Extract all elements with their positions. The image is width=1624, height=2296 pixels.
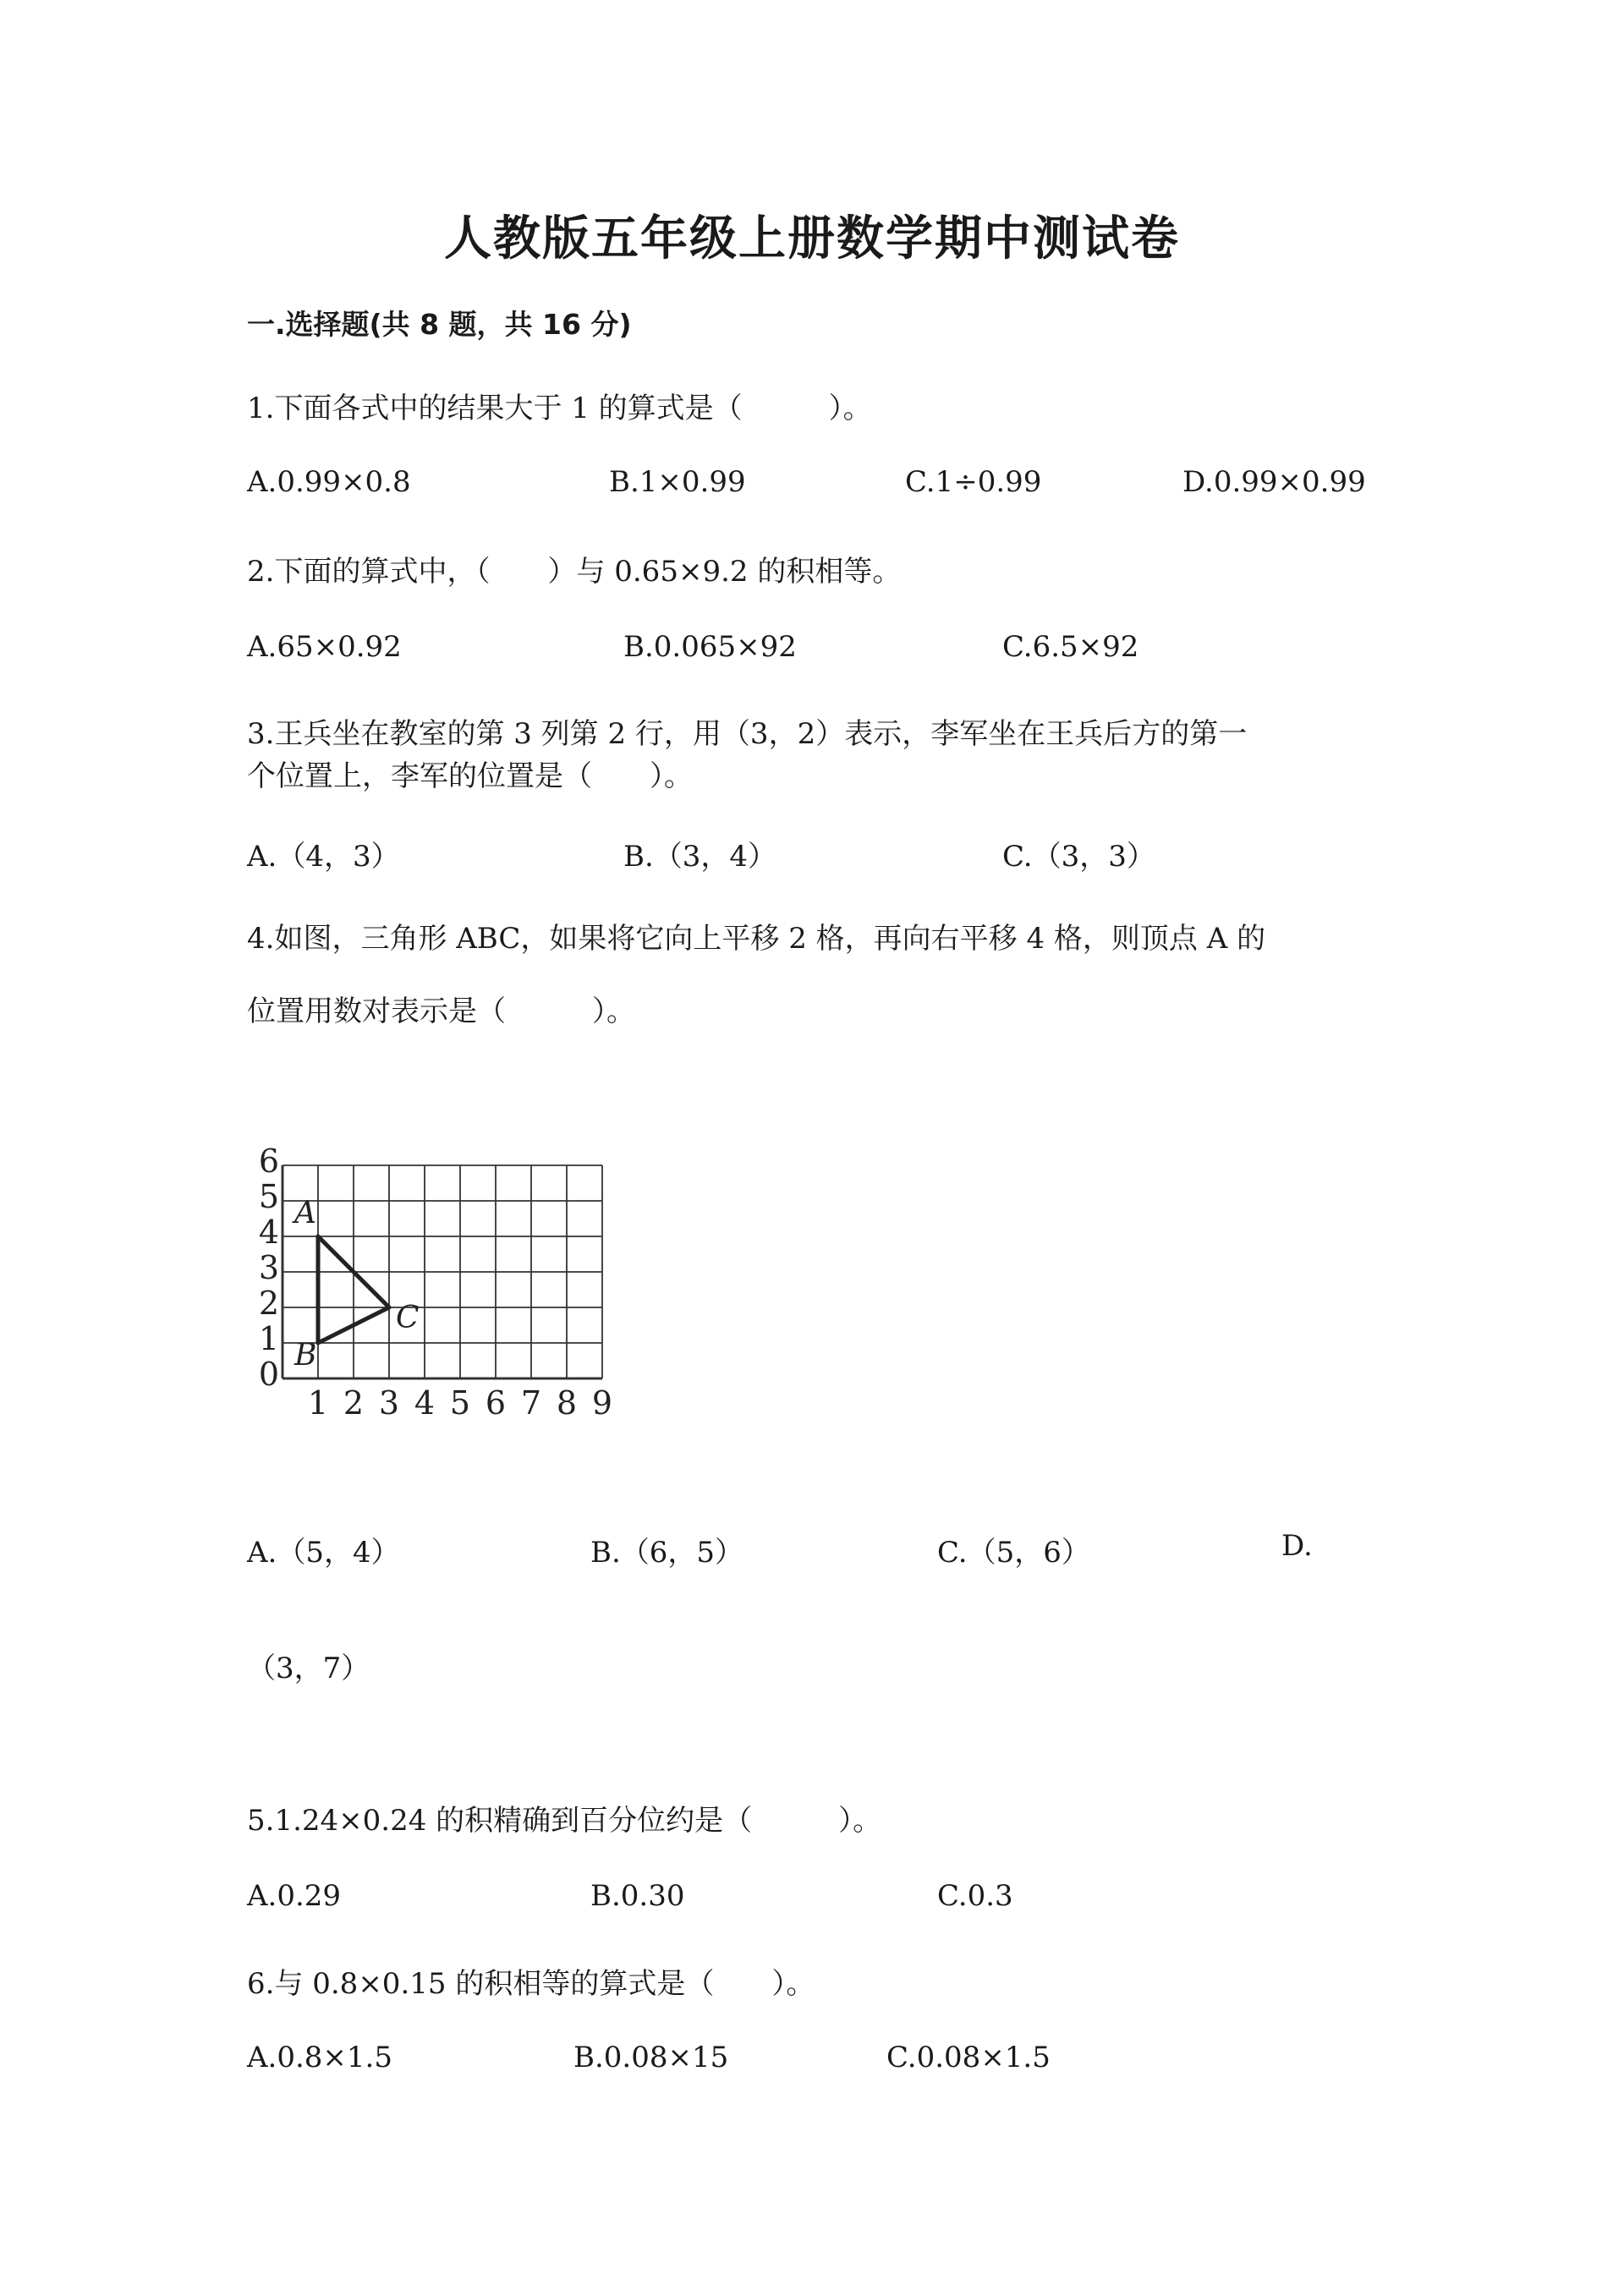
y-axis-tick-label: 5 — [258, 1178, 280, 1215]
q3-option-b: B.（3，4） — [623, 840, 777, 874]
question-4-text-line-2: 位置用数对表示是（ ）。 — [247, 995, 635, 1028]
q3-option-c: C.（3，3） — [1002, 840, 1155, 874]
section-heading: 一.选择题(共 8 题，共 16 分) — [247, 308, 632, 341]
q5-option-a: A.0.29 — [247, 1879, 342, 1913]
x-axis-tick-label: 8 — [556, 1384, 578, 1422]
q2-option-c: C.6.5×92 — [1002, 630, 1139, 664]
y-axis-tick-label: 0 — [258, 1356, 280, 1393]
q5-option-b: B.0.30 — [590, 1879, 685, 1913]
x-axis-tick-label: 5 — [449, 1384, 471, 1422]
vertex-label-a: A — [294, 1196, 316, 1230]
x-axis-tick-label: 1 — [307, 1384, 329, 1422]
q4-option-d: D. — [1281, 1529, 1313, 1563]
vertex-label-c: C — [396, 1301, 420, 1335]
q4-option-b: B.（6，5） — [590, 1536, 744, 1570]
x-axis-tick-label: 2 — [343, 1384, 365, 1422]
y-axis-tick-label: 2 — [258, 1285, 280, 1322]
q4-option-c: C.（5，6） — [937, 1536, 1090, 1570]
x-axis-tick-label: 6 — [485, 1384, 507, 1422]
vertex-label-b: B — [294, 1338, 317, 1373]
x-axis-tick-label: 4 — [414, 1384, 436, 1422]
question-6-text: 6.与 0.8×0.15 的积相等的算式是（ ）。 — [247, 1967, 815, 2001]
page-title: 人教版五年级上册数学期中测试卷 — [444, 211, 1180, 266]
x-axis-tick-label: 3 — [378, 1384, 400, 1422]
y-axis-tick-label: 3 — [258, 1249, 280, 1286]
q5-option-c: C.0.3 — [937, 1879, 1013, 1913]
question-5-text: 5.1.24×0.24 的积精确到百分位约是（ ）。 — [247, 1804, 882, 1838]
question-4-text-line-1: 4.如图，三角形 ABC，如果将它向上平移 2 格，再向右平移 4 格，则顶点 A 的 — [247, 922, 1266, 956]
q6-option-c: C.0.08×1.5 — [886, 2041, 1051, 2074]
q1-option-d: D.0.99×0.99 — [1182, 465, 1366, 499]
q1-option-b: B.1×0.99 — [609, 465, 746, 499]
y-axis-tick-label: 6 — [258, 1143, 280, 1180]
coordinate-grid-figure — [247, 1091, 636, 1446]
q2-option-a: A.65×0.92 — [247, 630, 402, 664]
y-axis-tick-label: 1 — [258, 1320, 280, 1357]
y-axis-tick-label: 4 — [258, 1214, 280, 1251]
q1-option-c: C.1÷0.99 — [905, 465, 1042, 499]
x-axis-tick-label: 7 — [520, 1384, 542, 1422]
grid-svg — [247, 1091, 636, 1446]
question-2-text: 2.下面的算式中，（ ）与 0.65×9.2 的积相等。 — [247, 555, 902, 589]
q4-option-d-value: （3，7） — [247, 1652, 370, 1685]
x-axis-tick-label: 9 — [591, 1384, 613, 1422]
q1-option-a: A.0.99×0.8 — [247, 465, 411, 499]
q2-option-b: B.0.065×92 — [623, 630, 797, 664]
q6-option-a: A.0.8×1.5 — [247, 2041, 392, 2074]
q4-option-a: A.（5，4） — [247, 1536, 400, 1570]
q6-option-b: B.0.08×15 — [573, 2041, 729, 2074]
q3-option-a: A.（4，3） — [247, 840, 400, 874]
question-3-text-line-2: 个位置上，李军的位置是（ ）。 — [247, 759, 693, 793]
question-1-text: 1.下面各式中的结果大于 1 的算式是（ ）。 — [247, 392, 872, 425]
question-3-text-line-1: 3.王兵坐在教室的第 3 列第 2 行，用（3，2）表示，李军坐在王兵后方的第一 — [247, 717, 1248, 751]
